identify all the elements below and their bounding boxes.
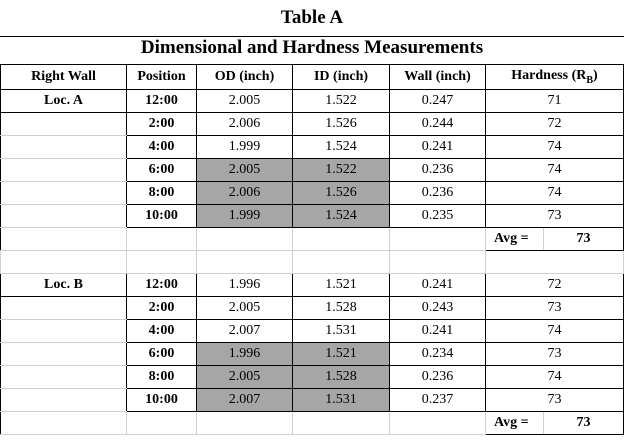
empty-cell[interactable] [127, 412, 197, 435]
od-cell[interactable]: 1.999 [197, 136, 293, 159]
empty-cell[interactable] [1, 297, 127, 320]
table-row [1, 136, 624, 159]
wall-cell[interactable]: 0.235 [390, 205, 486, 228]
position-cell[interactable]: 2:00 [127, 113, 197, 136]
hardness-cell[interactable]: 72 [486, 113, 624, 136]
id-cell[interactable]: 1.524 [293, 205, 390, 228]
id-cell[interactable]: 1.521 [293, 343, 390, 366]
id-cell[interactable]: 1.521 [293, 274, 390, 297]
empty-cell[interactable] [1, 251, 127, 274]
table-row [1, 389, 624, 412]
average-label[interactable]: Avg = [486, 228, 544, 251]
hardness-subscript: B [586, 74, 594, 86]
empty-cell[interactable] [293, 412, 390, 435]
position-cell[interactable]: 12:00 [127, 90, 197, 113]
empty-cell[interactable] [1, 389, 127, 412]
average-row [1, 228, 624, 251]
empty-cell[interactable] [1, 228, 127, 251]
empty-cell[interactable] [293, 228, 390, 251]
table-row [1, 297, 624, 320]
empty-cell[interactable] [197, 412, 293, 435]
wall-cell[interactable]: 0.244 [390, 113, 486, 136]
location-cell[interactable]: Loc. B [1, 274, 127, 297]
table-row [1, 159, 624, 182]
hardness-cell[interactable]: 74 [486, 159, 624, 182]
col-header-od[interactable]: OD (inch) [197, 65, 293, 90]
hardness-cell[interactable]: 74 [486, 182, 624, 205]
hardness-close: ) [593, 68, 598, 84]
col-header-hardness[interactable] [486, 65, 624, 90]
col-header-wall[interactable]: Wall (inch) [390, 65, 486, 90]
table-row [1, 113, 624, 136]
hardness-cell[interactable]: 74 [486, 320, 624, 343]
id-cell[interactable]: 1.528 [293, 297, 390, 320]
col-header-id[interactable]: ID (inch) [293, 65, 390, 90]
position-cell[interactable]: 4:00 [127, 320, 197, 343]
id-cell[interactable]: 1.526 [293, 182, 390, 205]
id-cell[interactable]: 1.522 [293, 90, 390, 113]
position-cell[interactable]: 12:00 [127, 274, 197, 297]
od-cell[interactable]: 2.007 [197, 320, 293, 343]
wall-cell[interactable]: 0.236 [390, 366, 486, 389]
table-row [1, 205, 624, 228]
id-cell[interactable]: 1.528 [293, 366, 390, 389]
empty-cell[interactable] [390, 228, 486, 251]
wall-cell[interactable]: 0.236 [390, 159, 486, 182]
wall-cell[interactable]: 0.241 [390, 274, 486, 297]
table-row [1, 90, 624, 113]
empty-cell[interactable] [1, 412, 127, 435]
wall-cell[interactable]: 0.241 [390, 136, 486, 159]
empty-cell[interactable] [486, 251, 624, 274]
empty-cell[interactable] [1, 182, 127, 205]
od-cell[interactable]: 2.005 [197, 366, 293, 389]
hardness-cell[interactable]: 74 [486, 136, 624, 159]
empty-cell[interactable] [127, 251, 197, 274]
average-value[interactable]: 73 [544, 412, 624, 435]
hardness-cell[interactable]: 73 [486, 297, 624, 320]
empty-cell[interactable] [197, 251, 293, 274]
od-cell[interactable]: 2.006 [197, 113, 293, 136]
od-cell[interactable]: 1.996 [197, 274, 293, 297]
table-subtitle: Dimensional and Hardness Measurements [140, 37, 484, 58]
od-cell[interactable]: 2.007 [197, 389, 293, 412]
measurements-table [0, 64, 624, 435]
position-cell[interactable]: 2:00 [127, 297, 197, 320]
od-cell[interactable]: 1.996 [197, 343, 293, 366]
empty-cell[interactable] [1, 343, 127, 366]
od-cell[interactable]: 1.999 [197, 205, 293, 228]
od-cell[interactable]: 2.005 [197, 159, 293, 182]
empty-cell[interactable] [1, 136, 127, 159]
spacer-row [1, 251, 624, 274]
od-cell[interactable]: 2.005 [197, 297, 293, 320]
hardness-label: Hardness (R [511, 68, 587, 84]
empty-cell[interactable] [390, 412, 486, 435]
od-cell[interactable]: 2.006 [197, 182, 293, 205]
position-cell[interactable]: 6:00 [127, 343, 197, 366]
empty-cell[interactable] [197, 228, 293, 251]
table-row [1, 320, 624, 343]
average-value[interactable]: 73 [544, 228, 624, 251]
empty-cell[interactable] [1, 320, 127, 343]
id-cell[interactable]: 1.531 [293, 320, 390, 343]
hardness-cell[interactable]: 74 [486, 366, 624, 389]
table-row [1, 366, 624, 389]
hardness-cell[interactable]: 73 [486, 205, 624, 228]
hardness-cell[interactable]: 73 [486, 343, 624, 366]
id-cell[interactable]: 1.522 [293, 159, 390, 182]
wall-cell[interactable]: 0.237 [390, 389, 486, 412]
id-cell[interactable]: 1.524 [293, 136, 390, 159]
empty-cell[interactable] [1, 366, 127, 389]
col-header-position[interactable]: Position [127, 65, 197, 90]
id-cell[interactable]: 1.526 [293, 113, 390, 136]
header-row [1, 65, 624, 90]
wall-cell[interactable]: 0.234 [390, 343, 486, 366]
position-cell[interactable]: 8:00 [127, 366, 197, 389]
table-row [1, 182, 624, 205]
average-label[interactable]: Avg = [486, 412, 544, 435]
od-cell[interactable]: 2.005 [197, 90, 293, 113]
hardness-cell[interactable]: 72 [486, 274, 624, 297]
position-cell[interactable]: 8:00 [127, 182, 197, 205]
empty-cell[interactable] [1, 159, 127, 182]
position-cell[interactable]: 10:00 [127, 205, 197, 228]
hardness-cell[interactable]: 71 [486, 90, 624, 113]
table-title: Table A [0, 0, 624, 37]
id-cell[interactable]: 1.531 [293, 389, 390, 412]
empty-cell[interactable] [1, 205, 127, 228]
position-cell[interactable]: 10:00 [127, 389, 197, 412]
empty-cell[interactable] [390, 251, 486, 274]
wall-cell[interactable]: 0.243 [390, 297, 486, 320]
hardness-cell[interactable]: 73 [486, 389, 624, 412]
table-row [1, 343, 624, 366]
wall-cell[interactable]: 0.247 [390, 90, 486, 113]
location-cell[interactable]: Loc. A [1, 90, 127, 113]
wall-cell[interactable]: 0.236 [390, 182, 486, 205]
col-header-right-wall[interactable]: Right Wall [1, 65, 127, 90]
table-row [1, 274, 624, 297]
empty-cell[interactable] [127, 228, 197, 251]
position-cell[interactable]: 6:00 [127, 159, 197, 182]
position-cell[interactable]: 4:00 [127, 136, 197, 159]
wall-cell[interactable]: 0.241 [390, 320, 486, 343]
empty-cell[interactable] [1, 113, 127, 136]
average-row [1, 412, 624, 435]
empty-cell[interactable] [293, 251, 390, 274]
